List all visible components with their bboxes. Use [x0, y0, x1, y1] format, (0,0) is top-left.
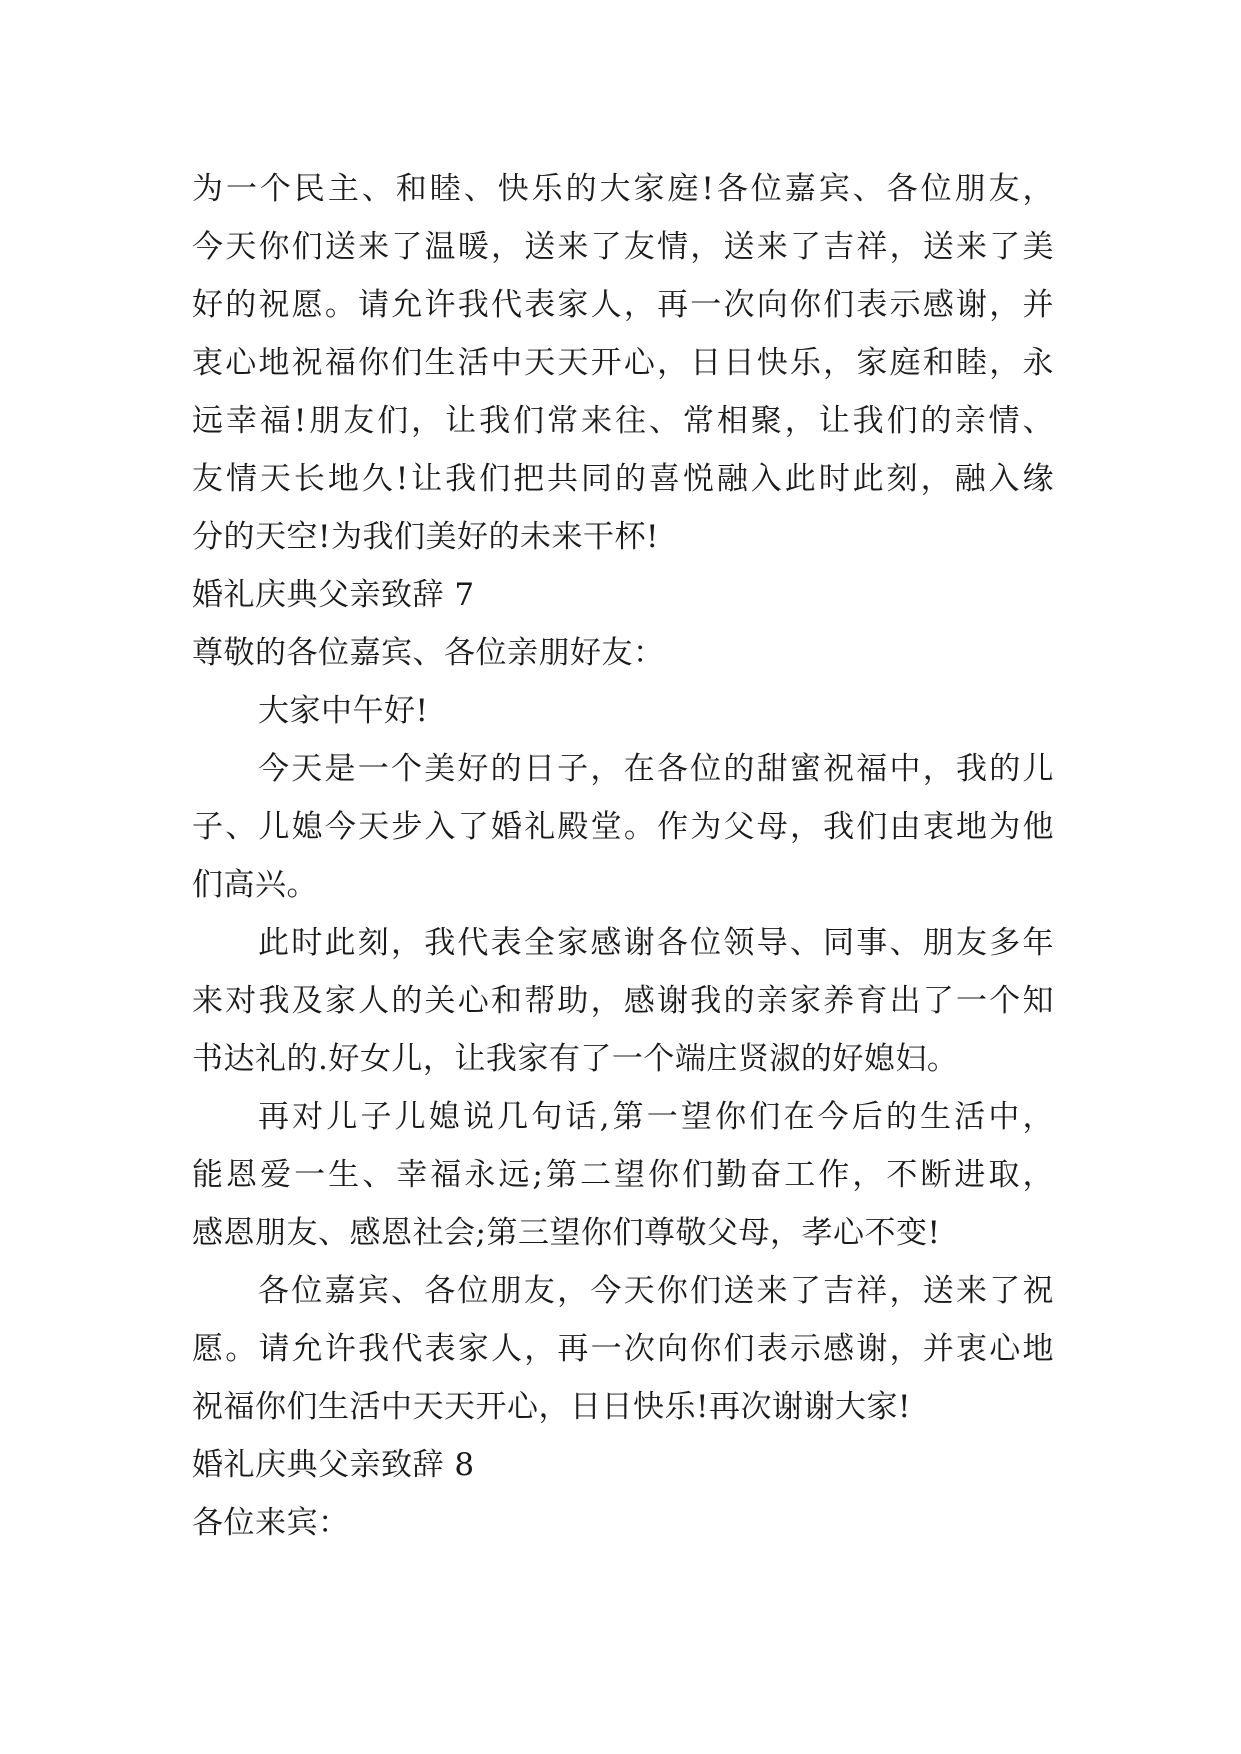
- paragraph-line: 再对儿子儿媳说几句话,第一望你们在今后的生活中，: [258, 1099, 1054, 1135]
- paragraph-line: 来对我及家人的关心和帮助，感谢我的亲家养育出了一个知: [192, 983, 1054, 1019]
- paragraph-line: 分的天空!为我们美好的未来干杯!: [192, 519, 659, 555]
- paragraph-line: 衷心地祝福你们生活中天天开心，日日快乐，家庭和睦，永: [192, 345, 1054, 381]
- paragraph-line: 此时此刻，我代表全家感谢各位领导、同事、朋友多年: [258, 925, 1054, 961]
- paragraph-line: 感恩朋友、感恩社会;第三望你们尊敬父母，孝心不变!: [192, 1215, 941, 1251]
- paragraph-line: 祝福你们生活中天天开心，日日快乐!再次谢谢大家!: [192, 1389, 911, 1425]
- paragraph-line: 子、儿媳今天步入了婚礼殿堂。作为父母，我们由衷地为他: [192, 809, 1054, 845]
- salutation: 尊敬的各位嘉宾、各位亲朋好友：: [192, 635, 665, 671]
- paragraph-line: 愿。请允许我代表家人，再一次向你们表示感谢，并衷心地: [192, 1331, 1054, 1367]
- section-heading: 婚礼庆典父亲致辞 8: [192, 1447, 475, 1483]
- document-page: [192, 160, 1054, 1552]
- paragraph-line: 们高兴。: [192, 867, 318, 903]
- greeting: 大家中午好!: [258, 693, 429, 729]
- salutation: 各位来宾：: [192, 1505, 350, 1541]
- paragraph-line: 各位嘉宾、各位朋友，今天你们送来了吉祥，送来了祝: [258, 1273, 1054, 1309]
- paragraph-line: 好的祝愿。请允许我代表家人，再一次向你们表示感谢，并: [192, 287, 1054, 323]
- paragraph-line: 为一个民主、和睦、快乐的大家庭!各位嘉宾、各位朋友，: [192, 171, 1054, 207]
- paragraph-line: 书达礼的.好女儿，让我家有了一个端庄贤淑的好媳妇。: [192, 1041, 959, 1077]
- paragraph-line: 远幸福!朋友们，让我们常来往、常相聚，让我们的亲情、: [192, 403, 1054, 439]
- paragraph-line: 今天你们送来了温暖，送来了友情，送来了吉祥，送来了美: [192, 229, 1054, 265]
- paragraph-line: 今天是一个美好的日子，在各位的甜蜜祝福中，我的儿: [258, 751, 1054, 787]
- paragraph-line: 友情天长地久!让我们把共同的喜悦融入此时此刻，融入缘: [192, 461, 1054, 497]
- paragraph-line: 能恩爱一生、幸福永远;第二望你们勤奋工作，不断进取，: [192, 1157, 1054, 1193]
- section-heading: 婚礼庆典父亲致辞 7: [192, 577, 475, 613]
